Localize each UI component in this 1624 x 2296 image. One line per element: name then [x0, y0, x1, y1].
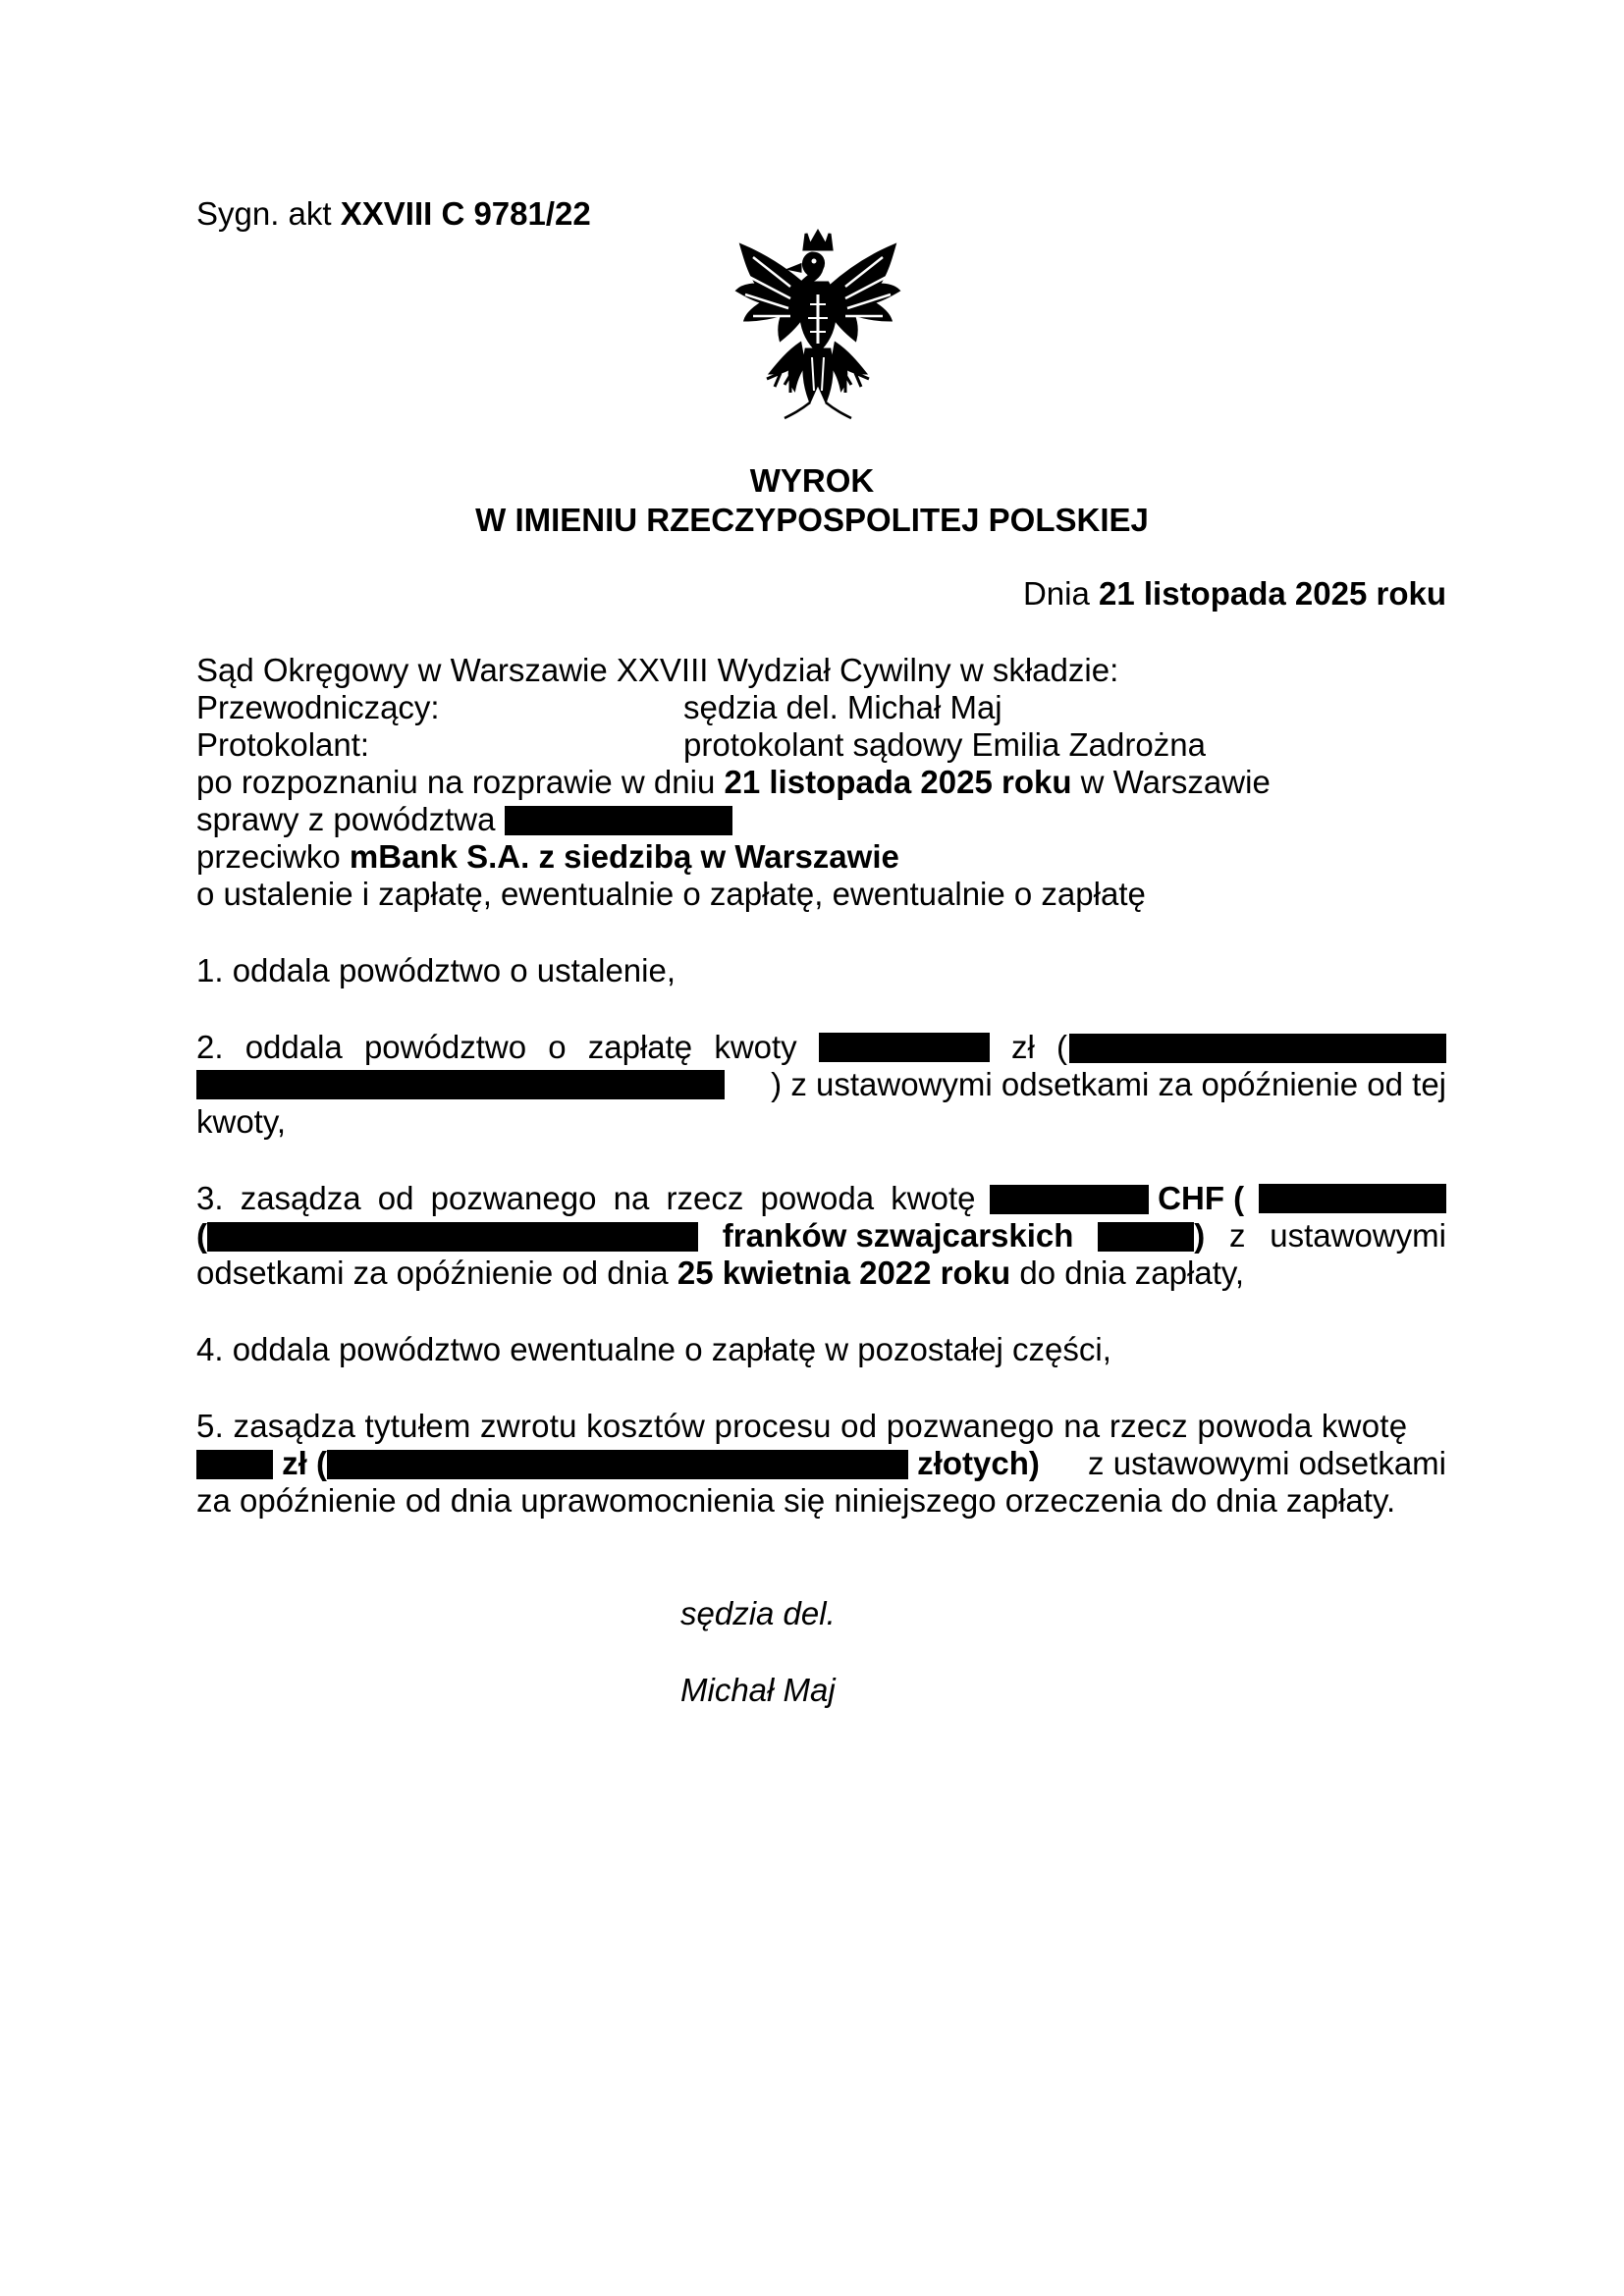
item-3-currency: CHF (: [1158, 1180, 1245, 1216]
item-5-tail: z ustawowymi odsetkami: [1088, 1445, 1446, 1481]
item-3-paren-close: ): [1194, 1217, 1206, 1254]
chair-value: sędzia del. Michał Maj: [683, 689, 1002, 725]
chair-label: Przewodniczący:: [196, 689, 440, 725]
item-3-line-1: [196, 1180, 1446, 1217]
plaintiff-line: [196, 801, 732, 838]
redaction-costs-words: [327, 1450, 908, 1479]
item-5-line-1: 5. zasądza tytułem zwrotu kosztów procesu od pozwanego na rzecz powoda kwotę: [196, 1408, 1408, 1444]
signature-name: Michał Maj: [680, 1672, 836, 1708]
item-2-paren-group: [1056, 1029, 1446, 1066]
hearing-suffix: w Warszawie: [1080, 764, 1271, 800]
case-prefix: Sygn. akt: [196, 195, 332, 232]
date-line: [1023, 575, 1446, 613]
item-2-word: oddala: [244, 1029, 343, 1065]
redaction-costs-amount: [196, 1450, 273, 1479]
item-3-currency-words: franków szwajcarskich: [722, 1217, 1074, 1254]
clerk-line: [196, 726, 1446, 764]
item-3-interest-date: 25 kwietnia 2022 roku: [677, 1255, 1011, 1291]
redaction-plaintiff: [505, 806, 732, 835]
item-5-line-3: za opóźnienie od dnia uprawomocnienia się niniejszego orzeczenia do dnia zapłaty.: [196, 1482, 1396, 1519]
item-3-paren-open: (: [196, 1217, 207, 1254]
item-2-paren-open: (: [1056, 1029, 1067, 1065]
item-3-amount-group: [990, 1180, 1244, 1217]
item-3-open-group: [196, 1217, 698, 1255]
court-line: Sąd Okręgowy w Warszawie XXVIII Wydział Cywilny w składzie:: [196, 652, 1119, 688]
redaction-cents: [1098, 1222, 1194, 1252]
hearing-line: [196, 764, 1271, 801]
item-2-line-2: [196, 1066, 1446, 1103]
item-2-word: o: [548, 1029, 567, 1065]
plaintiff-prefix: sprawy z powództwa: [196, 801, 496, 837]
chair-line: [196, 689, 1446, 726]
case-number: XXVIII C 9781/22: [340, 195, 591, 232]
item-3-interest-suffix: do dnia zapłaty,: [1019, 1255, 1245, 1291]
item-3-line-3: [196, 1255, 1244, 1292]
item-3-word: z: [1228, 1217, 1246, 1254]
subject-line: o ustalenie i zapłatę, ewentualnie o zapłatę, ewentualnie o zapłatę: [196, 876, 1146, 912]
date-prefix: Dnia: [1022, 575, 1090, 612]
judgment-subtitle: W IMIENIU RZECZYPOSPOLITEJ POLSKIEJ: [475, 502, 1149, 538]
redaction-chf-amount: [990, 1185, 1149, 1214]
item-5-amount-group: [196, 1445, 1040, 1482]
judgment-date: 21 listopada 2025 roku: [1099, 575, 1446, 612]
defendant-line: [196, 838, 899, 876]
item-3-word: ustawowymi: [1270, 1217, 1446, 1254]
item-2-number: 2.: [196, 1029, 224, 1065]
redaction-amount-words: [1069, 1034, 1446, 1063]
against-prefix: przeciwko: [196, 838, 341, 875]
redaction-amount-words: [196, 1070, 725, 1099]
item-3-close-group: [1098, 1217, 1205, 1255]
redaction-chf-words: [1259, 1184, 1446, 1213]
item-3-line-2: [196, 1217, 1446, 1255]
defendant-name: mBank S.A. z siedzibą w Warszawie: [349, 838, 899, 875]
item-3-interest-prefix: odsetkami za opóźnienie od dnia: [196, 1255, 669, 1291]
polish-eagle-emblem-icon: [731, 226, 904, 422]
item-1: 1. oddala powództwo o ustalenie,: [196, 952, 677, 988]
case-number-line: [196, 195, 591, 233]
clerk-label: Protokolant:: [196, 726, 370, 763]
signature-title: sędzia del.: [680, 1595, 836, 1631]
hearing-prefix: po rozpoznaniu na rozprawie w dniu: [196, 764, 716, 800]
clerk-value: protokolant sądowy Emilia Zadrożna: [683, 726, 1206, 763]
item-4: 4. oddala powództwo ewentualne o zapłatę w pozostałej części,: [196, 1331, 1111, 1367]
item-2-word: zapłatę: [587, 1029, 693, 1065]
item-2-currency: zł: [1010, 1029, 1035, 1065]
item-5-currency-words: złotych): [917, 1445, 1040, 1481]
item-5-line-2: [196, 1445, 1446, 1482]
item-2-word: powództwo: [363, 1029, 527, 1065]
item-3-text: 3. zasądza od pozwanego na rzecz powoda kwotę: [196, 1180, 976, 1216]
item-5-currency: zł (: [282, 1445, 327, 1481]
hearing-date: 21 listopada 2025 roku: [724, 764, 1072, 800]
item-2-line-3: kwoty,: [196, 1103, 287, 1140]
judgment-title: WYROK: [749, 462, 875, 499]
redaction-amount: [819, 1033, 990, 1062]
redaction-chf-words: [207, 1222, 698, 1252]
item-2-tail: ) z ustawowymi odsetkami za opóźnienie od tej: [771, 1066, 1446, 1102]
item-2-word: kwoty: [714, 1029, 797, 1065]
item-2-line-1: [196, 1029, 1446, 1066]
